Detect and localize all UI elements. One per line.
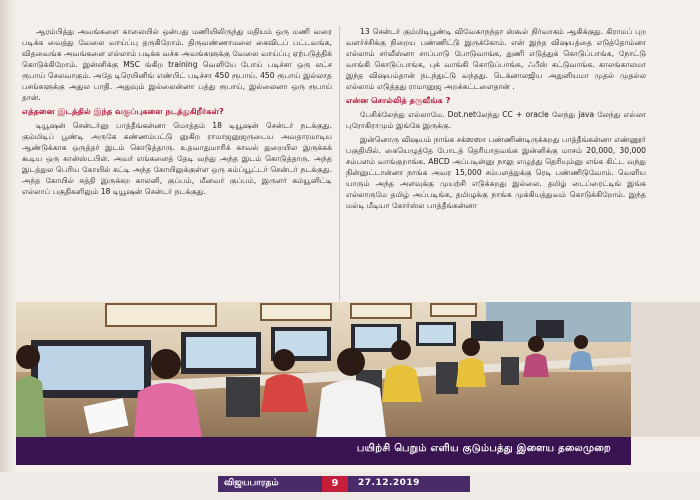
column-divider bbox=[339, 26, 340, 301]
right-paragraph-3: இன்னொரு விஷயம் நாங்க சக்ஸஸா பண்ணிண்டிருக்கறது பாத்தீங்கன்னா எண்ணூர் பகுதியில். கையெழுத்தே போடத் தெரியாதவங்க இன்னிக்கு மாசம் 20,000, 30,000 சம்பளம் வாங்குறாங்க. ABCD அப்படின்னு நாலு எழுத்து தெரியும்னு எங்க கிட்ட வந்து நின்னுட்டான்னா நாங்க அவர 15,000 சம்பளத்துக்கு ரெடி பண்ணிடுவோம். வெளிய யாரும் அந்த அளவுக்கு முயற்சி எடுக்கறது இல்லை. தமிழ் டைப்ரைட்டிங் இங்க எல்லாருமே தமிழ் அப்படிங்க, தமிழுக்கு நாங்க முக்கியத்துவம் கொடுக்கிறோம். இந்த மல்டி மீடியா கோர்ஸ்ல பாத்தீங்கன்னா bbox=[346, 135, 646, 210]
photo-caption-bar bbox=[16, 437, 631, 465]
photo-side-strip bbox=[631, 302, 700, 437]
page-fold-shadow bbox=[0, 0, 16, 500]
page-footer bbox=[0, 472, 700, 500]
footer-band bbox=[218, 476, 470, 492]
left-paragraph-2: டியூஷன் சென்டர்னு பாத்தீங்கன்னா மொத்தம் 18 டியூஷன் சென்டர் நடக்குது. கும்மிடிப் பூண்டி அருகே கண்ணம்பட்டு னுகிற ராமாஜனுஜருடைய அவதாரமாடிய ஆண்டுக்காக ஒருத்தர் இடம் கொடுத்தாரு. உதவாதுமாரிக் காவல் துறையில இருக்கக் கூடிய ஒரு கான்ஸ்டபிள். அவர் எங்களைத் தேடி வந்து அந்த இடம் கொடுத்தாரு. அந்த இடத்துல பெரிய கோயில் கட்டி அந்த கோயிலுக்குள்ள ஒரு கம்ப்யூட்டர் சென்டர் நடக்குது. அந்த கோயில் சுத்தி இருக்கற காலனி, குப்பம், மீனவர் குப்பம், இருளர் கம்யூனிட்டி எல்லாப் பகுதிகளிலும் 18 டியூஷன் சென்டர் நடக்குது. bbox=[22, 121, 332, 196]
classroom-illustration bbox=[16, 302, 631, 437]
issue-date: 27.12.2019 bbox=[358, 478, 420, 488]
right-section-heading: என்ன சொல்லித் தருவீங்க ? bbox=[346, 95, 451, 105]
classroom-photo bbox=[16, 302, 631, 437]
photo-caption: பயிற்சி பெறும் எளிய குடும்பத்து இளைய தலைமுறை bbox=[356, 443, 611, 454]
right-paragraph-1: 13 சென்டர் கும்மிடிபூண்டி விவேகாநந்தா ஸ்கூல் நிர்வாகம் ஆகிக்குது. கிராமப் புற வளர்ச்சிக்கு நிறைய பண்ணிட்டு இருக்கோம். என் இந்த விஷயத்தை எடுத்தோம்னா எல்லாம் சர்வீஸ்னா சாப்பாடு போடுவாங்க, துணி எடுத்துக் கொடுப்பாங்க, நோட்டு வாங்கி கொடுப்பாங்க, புக் வாங்கி கொடுப்பாங்க, ஃபீஸ் கட்டுவாங்க. காலங்காலமா இந்த விஷயம்தான் நடந்துட்டு வந்தது. டெக்னாலஜிய அதுனியமா முதல் முதல்ல எல்லாம் எடுத்தது ராமானுஜ அறக்கட்டளைதான் . bbox=[346, 27, 646, 91]
publication-name: விஜயபாரதம் bbox=[224, 478, 279, 488]
right-paragraph-2: பேசிக்லேந்து எல்லாமே. Dot.netலேந்து CC + oracle லேந்து java லேந்து எல்லா புரோகிராமும் இங்கே இருக்கு. bbox=[346, 110, 646, 130]
right-column bbox=[346, 26, 646, 214]
left-column bbox=[22, 26, 332, 200]
left-paragraph-1: ஆரம்பித்து அவங்களை காலையில் ஒன்பது மணியிலிருந்து மதியம் ஒரு மணி வரை படிக்க வைத்து வேலை வாய்ப்பு தருகிறோம். திருவண்ணாமலை கைவிடப் பட்டவங்க, விதவைங்க அவங்களை எல்லாம் படிக்க வச்சு அவங்களுக்கு வேலை வாய்ப்பு ஏற்படுத்திக் கொடுக்கிறோம். இன்னிக்கு MSC ங்கிற training வெளியே போய் படிச்சா ஒரு லட்ச ரூபாய் செலவாகும். அதே டிரெயினிங் எண்பிட் படிச்சா 450 ரூபாய். 450 ரூபாய் இல்லாத பசங்களுக்கு அதுல பாதி. அதுவும் இல்லைன்னா பத்து ரூபாய், இல்லைனா ஒரு ரூபாய் தான். bbox=[22, 27, 332, 102]
page-number: 9 bbox=[322, 476, 348, 492]
left-section-heading: எத்தனை இடத்தில் இந்த வகுப்புகளை நடத்துகிறீர்கள்? bbox=[22, 106, 224, 116]
